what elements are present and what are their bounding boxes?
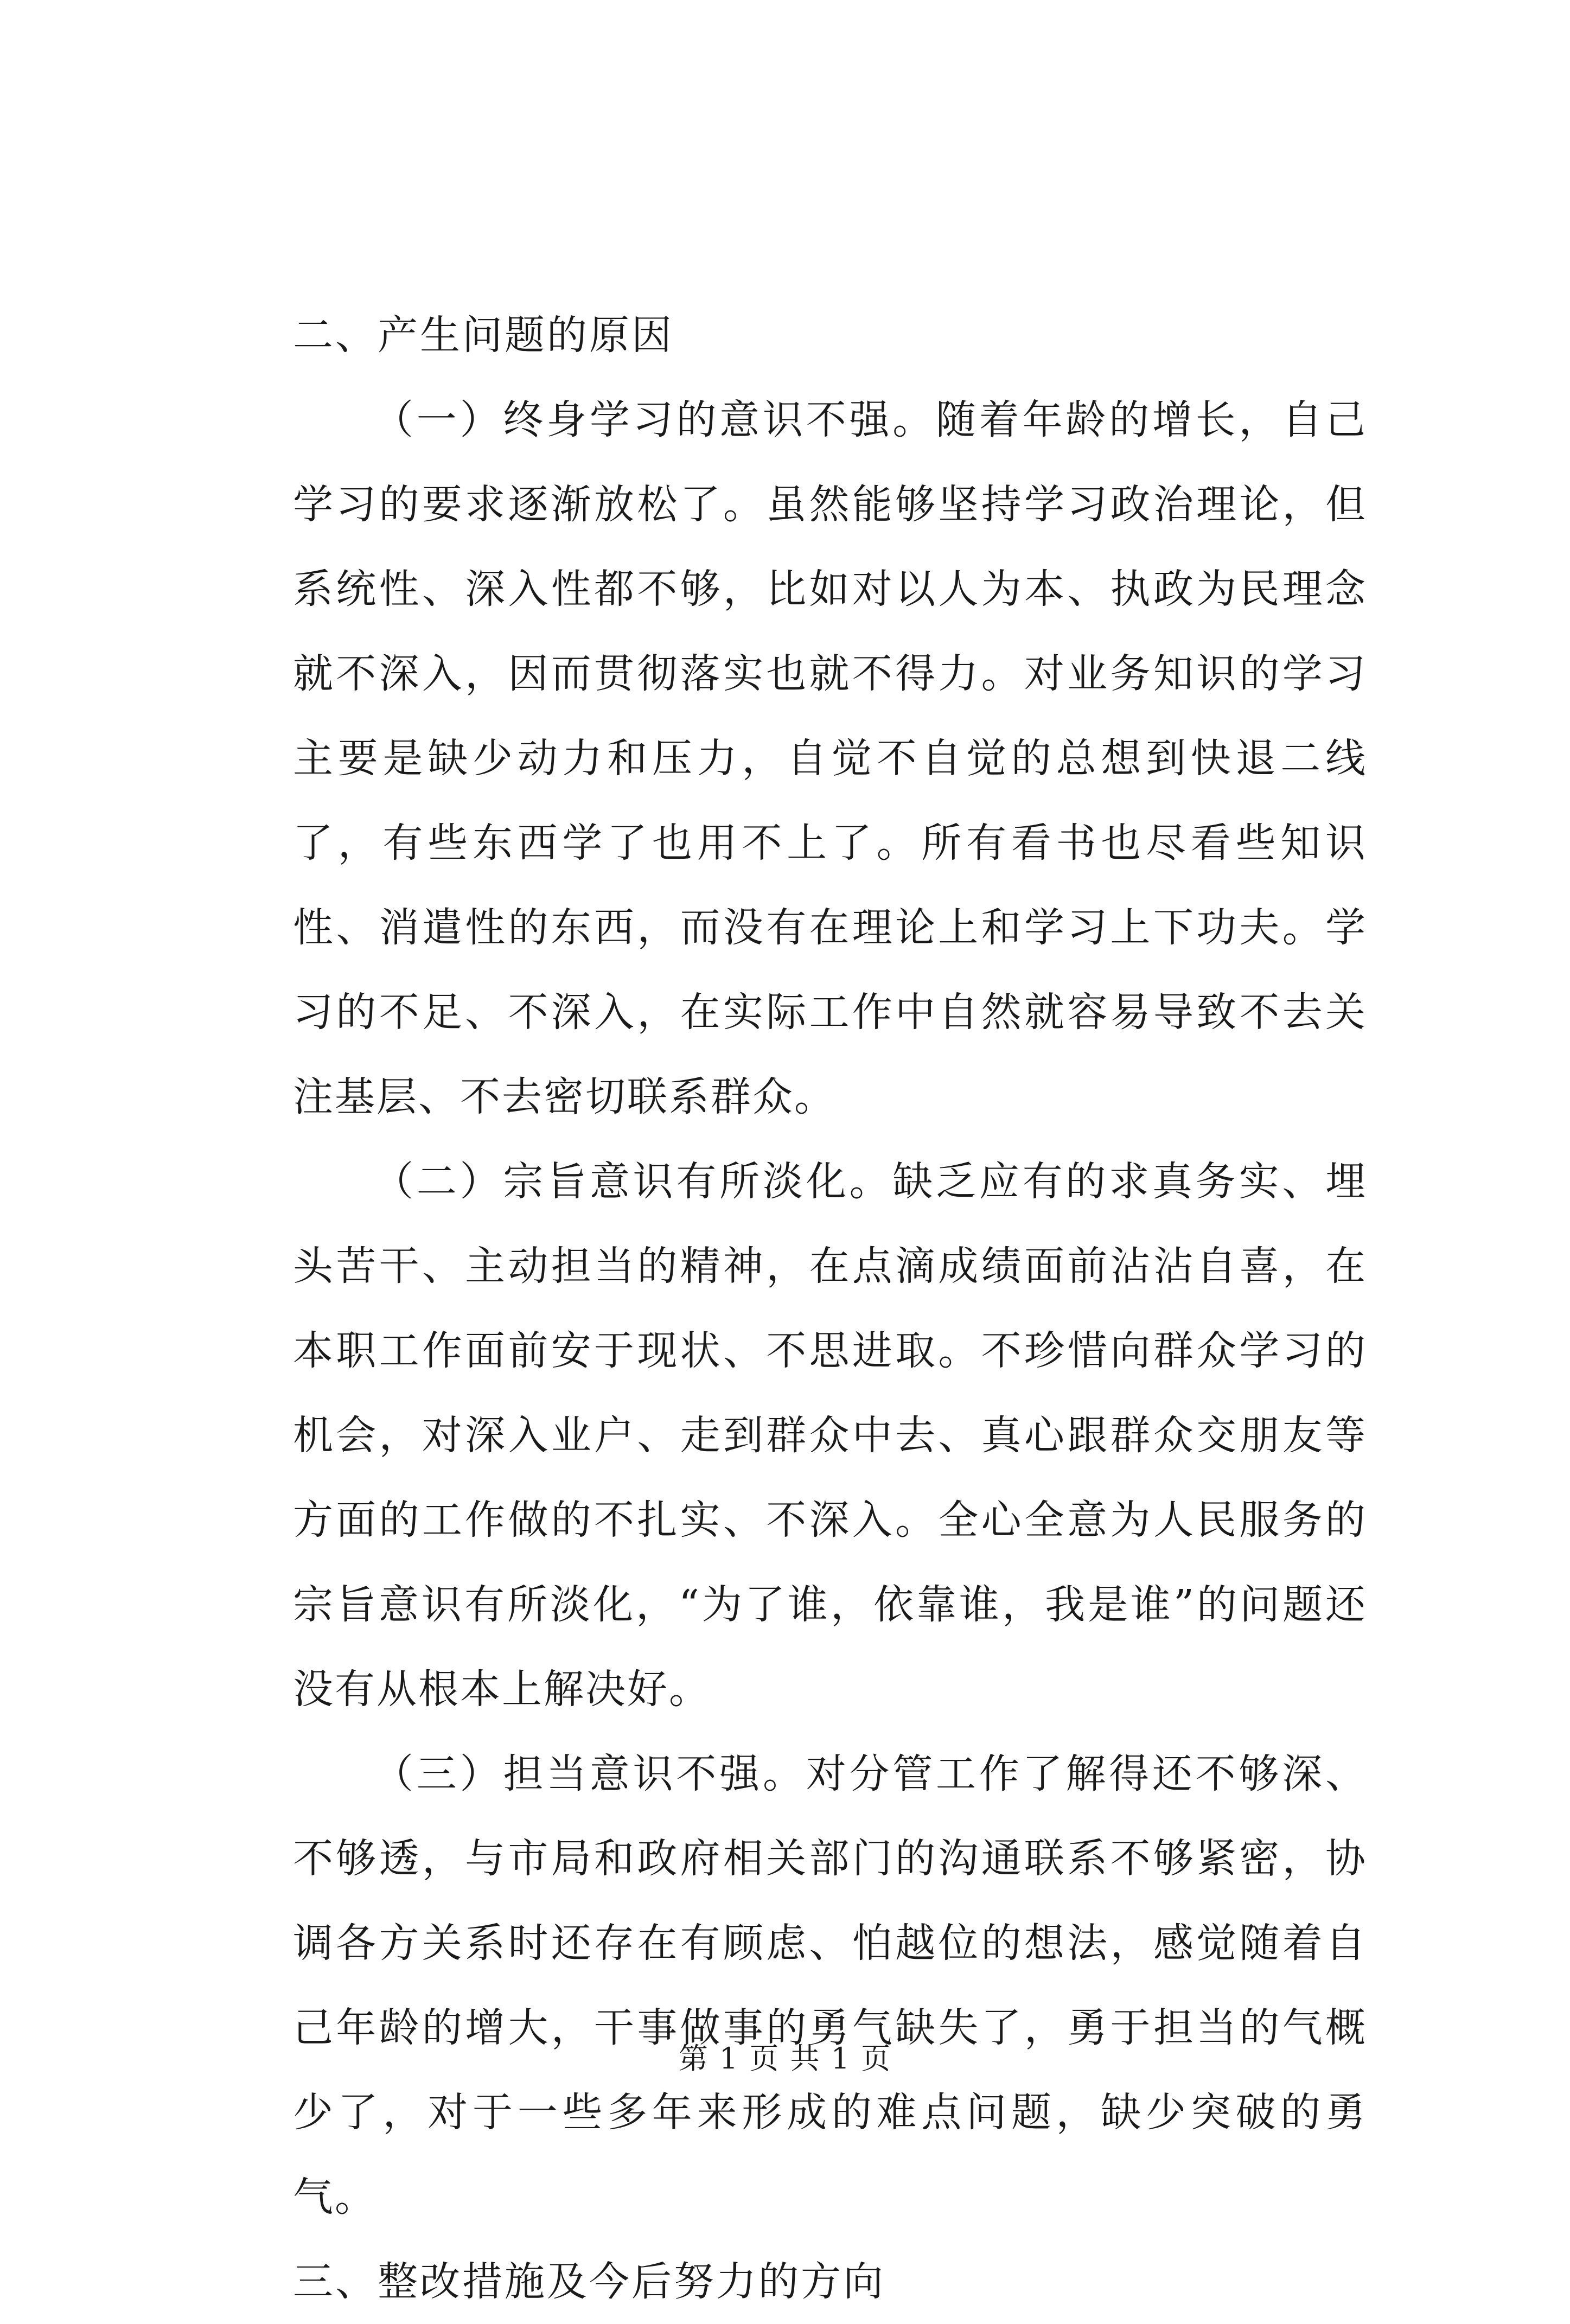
- section-heading-measures: 三、整改措施及今后努力的方向: [293, 2258, 885, 2305]
- document-body: [293, 293, 1367, 2324]
- paragraph-responsibility-awareness: （三）担当意识不强。对分管工作了解得还不够深、不够透，与市局和政府相关部门的沟通联系不够紧密，协调各方关系时还存在有顾虑、怕越位的想法，感觉随着自己年龄的增大，干事做事的勇气缺失了，勇于担当的气概少了，对于一些多年来形成的难点问题，缺少突破的勇气。: [293, 1751, 1367, 2220]
- page-number-footer: 第 1 页 共 1 页: [678, 2041, 892, 2076]
- section-heading-causes: 二、产生问题的原因: [293, 312, 674, 359]
- paragraph-purpose-awareness: （二）宗旨意识有所淡化。缺乏应有的求真务实、埋头苦干、主动担当的精神，在点滴成绩面前沾沾自喜，在本职工作面前安于现状、不思进取。不珍惜向群众学习的机会，对深入业户、走到群众中去、真心跟群众交朋友等方面的工作做的不扎实、不深入。全心全意为人民服务的宗旨意识有所淡化，“为了谁，依靠谁，我是谁”的问题还没有从根本上解决好。: [293, 1158, 1367, 1713]
- paragraph-learning-awareness: （一）终身学习的意识不强。随着年龄的增长，自己学习的要求逐渐放松了。虽然能够坚持学习政治理论，但系统性、深入性都不够，比如对以人为本、执政为民理念就不深入，因而贯彻落实也就不得力。对业务知识的学习主要是缺少动力和压力，自觉不自觉的总想到快退二线了，有些东西学了也用不上了。所有看书也尽看些知识性、消遣性的东西，而没有在理论上和学习上下功夫。学习的不足、不深入，在实际工作中自然就容易导致不去关注基层、不去密切联系群众。: [293, 397, 1367, 1120]
